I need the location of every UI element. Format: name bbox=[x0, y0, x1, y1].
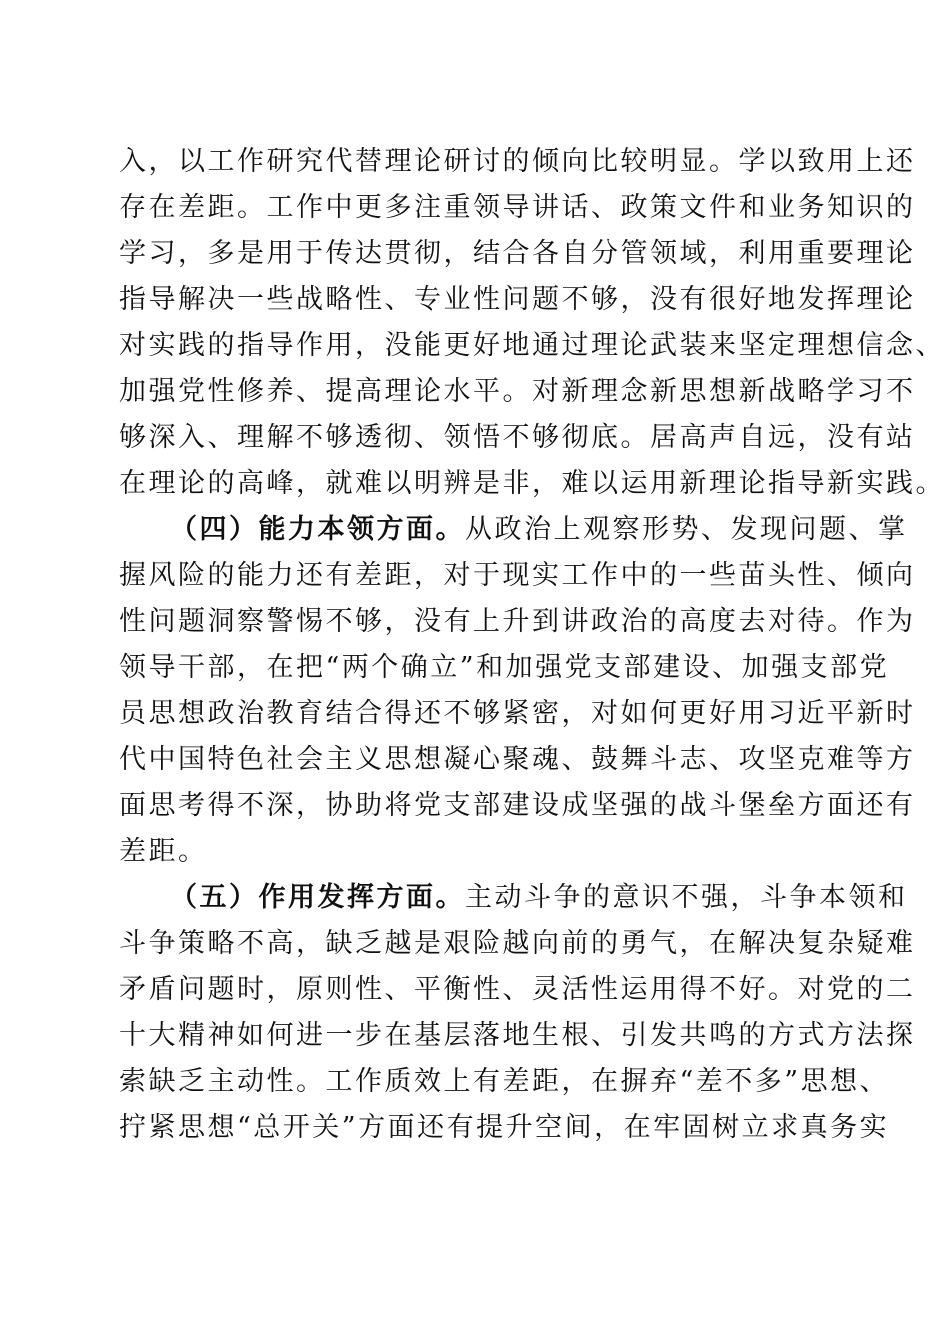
section-5-first-line bbox=[170, 873, 908, 923]
text-line: 在理论的高峰，就难以明辨是非，难以运用新理论指导新实践。 bbox=[119, 468, 945, 499]
text-line: 握风险的能力还有差距，对于现实工作中的一些苗头性、倾向 bbox=[119, 560, 916, 591]
text-line: 员思想政治教育结合得还不够紧密，对如何更好用习近平新时 bbox=[119, 698, 916, 729]
text-line: 斗争策略不高，缺乏越是艰险越向前的勇气，在解决复杂疑难 bbox=[119, 928, 916, 959]
text-line: 学习，多是用于传达贯彻，结合各自分管领域，利用重要理论 bbox=[119, 238, 916, 269]
text-line: 性问题洞察警惕不够，没有上升到讲政治的高度去对待。作为 bbox=[119, 606, 916, 637]
section-5-lead-text: 主动斗争的意识不强，斗争本领和 bbox=[465, 882, 908, 913]
text-line: 对实践的指导作用，没能更好地通过理论武装来坚定理想信念、 bbox=[119, 330, 945, 361]
text-line: 够深入、理解不够透彻、领悟不够彻底。居高声自远，没有站 bbox=[119, 422, 916, 453]
section-4-lead-text: 从政治上观察形势、发现问题、掌 bbox=[465, 514, 908, 545]
section-4-heading: （四）能力本领方面。 bbox=[170, 514, 465, 545]
text-line: 矛盾问题时，原则性、平衡性、灵活性运用得不好。对党的二 bbox=[119, 974, 916, 1005]
section-5-heading: （五）作用发挥方面。 bbox=[170, 882, 465, 913]
text-line: 加强党性修养、提高理论水平。对新理念新思想新战略学习不 bbox=[119, 376, 916, 407]
text-line: 面思考得不深，协助将党支部建设成坚强的战斗堡垒方面还有 bbox=[119, 790, 916, 821]
text-line: 拧紧思想“总开关”方面还有提升空间，在牢固树立求真务实 bbox=[119, 1112, 890, 1143]
section-4-first-line bbox=[170, 505, 908, 555]
text-line: 领导干部，在把“两个确立”和加强党支部建设、加强支部党 bbox=[119, 652, 890, 683]
text-line: 指导解决一些战略性、专业性问题不够，没有很好地发挥理论 bbox=[119, 284, 916, 315]
text-line: 十大精神如何进一步在基层落地生根、引发共鸣的方式方法探 bbox=[119, 1020, 916, 1051]
text-line: 入，以工作研究代替理论研讨的倾向比较明显。学以致用上还 bbox=[119, 146, 916, 177]
text-line: 存在差距。工作中更多注重领导讲话、政策文件和业务知识的 bbox=[119, 192, 916, 223]
text-line: 索缺乏主动性。工作质效上有差距，在摒弃“差不多”思想、 bbox=[119, 1066, 890, 1097]
text-line: 代中国特色社会主义思想凝心聚魂、鼓舞斗志、攻坚克难等方 bbox=[119, 744, 916, 775]
text-line: 差距。 bbox=[119, 836, 208, 867]
